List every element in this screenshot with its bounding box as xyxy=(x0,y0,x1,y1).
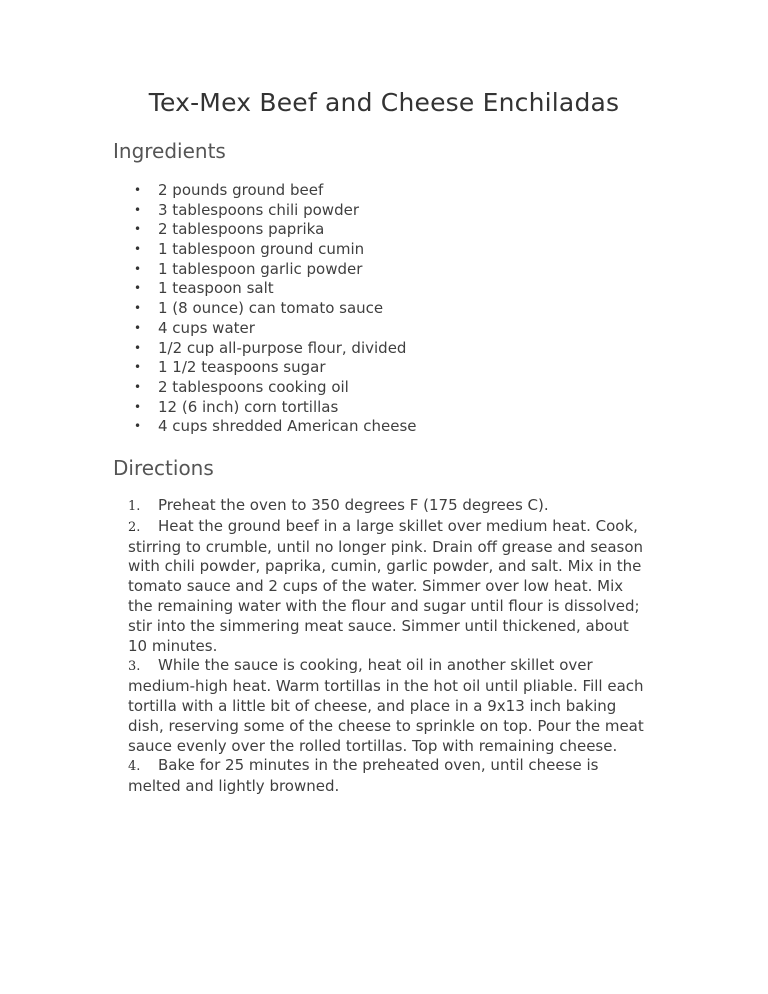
ingredient-item xyxy=(130,319,417,339)
ingredient-text: 1/2 cup all-purpose flour, divided xyxy=(158,338,407,357)
step-text: While the sauce is cooking, heat oil in another skillet over medium-high heat. Warm tortillas in the hot oil until pliable. Fill each tortilla with a little bit of cheese, and place in a 9x13 inch baking dish, reserving some of the cheese to sprinkle on top. Pour the meat sauce evenly over the rolled tortillas. Top with remaining cheese. xyxy=(128,656,644,755)
ingredient-item xyxy=(130,279,417,299)
bullet-icon: • xyxy=(134,340,142,355)
ingredient-text: 1 teaspoon salt xyxy=(158,279,274,298)
ingredient-text: 1 (8 ounce) can tomato sauce xyxy=(158,299,384,318)
ingredient-item xyxy=(130,220,417,240)
bullet-icon: • xyxy=(134,222,142,237)
step-text: Bake for 25 minutes in the preheated oven, until cheese is melted and lightly browned. xyxy=(128,756,599,796)
ingredients-list xyxy=(130,181,417,437)
direction-step xyxy=(128,496,648,517)
bullet-icon: • xyxy=(134,281,142,296)
bullet-icon: • xyxy=(134,202,142,217)
ingredient-text: 2 pounds ground beef xyxy=(158,181,324,199)
directions-list xyxy=(128,496,648,797)
ingredient-text: 2 tablespoons paprika xyxy=(158,220,325,239)
bullet-icon: • xyxy=(134,399,142,414)
ingredient-text: 2 tablespoons cooking oil xyxy=(158,377,349,396)
ingredient-text: 4 cups shredded American cheese xyxy=(158,417,417,436)
ingredient-item xyxy=(130,181,417,201)
step-text: Preheat the oven to 350 degrees F (175 degrees C). xyxy=(158,496,549,514)
ingredient-item xyxy=(130,240,417,260)
direction-step xyxy=(128,656,648,756)
ingredient-item xyxy=(130,299,417,319)
ingredient-item xyxy=(130,398,417,418)
ingredient-text: 3 tablespoons chili powder xyxy=(158,200,359,219)
ingredient-text: 1 tablespoon ground cumin xyxy=(158,240,365,259)
bullet-icon: • xyxy=(134,261,142,276)
step-number: 4. xyxy=(128,759,141,775)
ingredients-heading: Ingredients xyxy=(113,139,226,163)
step-text: Heat the ground beef in a large skillet over medium heat. Cook, stirring to crumble, until no longer pink. Drain off grease and season with chili powder, paprika, cumin, garlic powder, and salt. Mix in the tomato sauce and 2 cups of the water. Simmer over low heat. Mix the remaining water with the flour and sugar until flour is dissolved; stir into the simmering meat sauce. Simmer until thickened, about 10 minutes. xyxy=(128,516,644,655)
ingredient-item xyxy=(130,260,417,280)
directions-heading: Directions xyxy=(113,456,214,480)
bullet-icon: • xyxy=(134,360,142,375)
direction-step xyxy=(128,756,648,797)
bullet-icon: • xyxy=(134,320,142,335)
ingredient-item xyxy=(130,358,417,378)
ingredient-text: 1 tablespoon garlic powder xyxy=(158,259,363,278)
bullet-icon: • xyxy=(134,301,142,316)
bullet-icon: • xyxy=(134,379,142,394)
recipe-title: Tex-Mex Beef and Cheese Enchiladas xyxy=(148,88,620,117)
step-number: 2. xyxy=(128,519,141,535)
ingredient-item xyxy=(130,378,417,398)
bullet-icon: • xyxy=(134,242,142,257)
ingredient-text: 1 1/2 teaspoons sugar xyxy=(158,358,326,377)
ingredient-item xyxy=(130,201,417,221)
ingredient-item xyxy=(130,339,417,359)
step-number: 3. xyxy=(128,659,141,675)
ingredient-item xyxy=(130,417,417,437)
direction-step xyxy=(128,517,648,657)
ingredient-text: 12 (6 inch) corn tortillas xyxy=(158,397,339,416)
step-number: 1. xyxy=(128,499,141,514)
bullet-icon: • xyxy=(134,419,142,434)
bullet-icon: • xyxy=(134,183,142,197)
ingredient-text: 4 cups water xyxy=(158,318,255,337)
